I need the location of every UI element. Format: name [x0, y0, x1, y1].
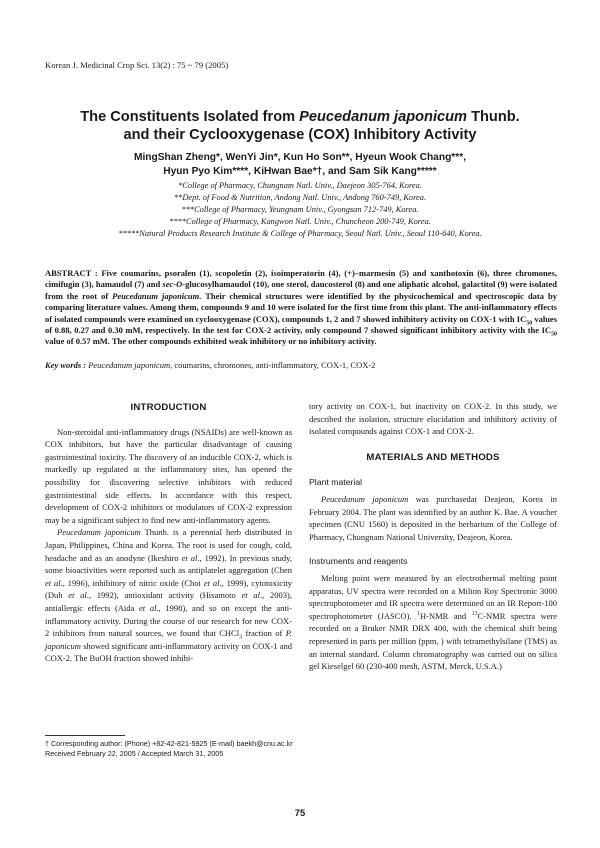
footnote [45, 739, 293, 759]
intro-continuation: tory activity on COX-1, but inactivity on COX-2. In this study, we described the isolation, structure elucidation and inhibitory activity of isolated compounds against COX-1 and COX-2. [309, 401, 557, 437]
keyword-species: Peucedanum japonicum [86, 360, 171, 370]
footnote-divider [45, 735, 125, 736]
journal-citation: Korean J. Medicinal Crop Sci. 13(2) : 75 ~ 79 (2005) [45, 60, 229, 70]
superscript: 1 [417, 610, 420, 617]
corresponding-author: † Corresponding author: (Phone) +82-42-821-5925 (E-mail) baekh@cnu.ac.kr [45, 739, 293, 748]
subscript: 3 [239, 634, 243, 641]
abstract-label: ABSTRACT : [45, 268, 98, 278]
subscript: 50 [551, 331, 557, 338]
keywords-label: Key words : [45, 360, 87, 370]
text: C-NMR spectra were recorded on a Bruker NMR DRX 400, with the chemical shift being represented in parts per million (ppm, ) with tetramethylsilane (TMS) as an internal standard. Column chromatography was carried out on silica gel Kieselgel 60 (230-400 mesh, ASTM, Merck, U.S.A.) [309, 610, 557, 672]
et-al: et al [241, 590, 261, 601]
author-list [40, 151, 560, 179]
paper-title [40, 108, 560, 144]
plant-material-heading: Plant material [309, 477, 363, 488]
right-column [309, 400, 557, 673]
text: showed significant anti-inflammatory activity on COX-1 and COX-2. The BuOH fraction showed inhibi- [45, 640, 292, 664]
affiliation-3: ***College of Pharmacy, Yeungnam Univ., Gyongsan 712-749, Korea. [181, 205, 419, 214]
text: ., 1996), inhibitory of nitric oxide (Choi [60, 577, 204, 588]
instruments-paragraph [309, 572, 557, 673]
abstract-italic: sec-O [162, 279, 183, 290]
keywords [45, 360, 557, 371]
title-line-2: and their Cyclooxygenase (COX) Inhibitory Activity [123, 127, 477, 143]
superscript: 13 [471, 610, 478, 617]
left-column [45, 400, 292, 665]
affiliation-4: ****College of Pharmacy, Kangwon Natl. Univ., Chuncheon 200-749, Korea. [169, 217, 431, 226]
methods-heading: MATERIALS AND METHODS [366, 451, 500, 463]
title-part: The Constituents Isolated from [80, 109, 300, 125]
species-name: Peucedanum japonicum [321, 493, 409, 504]
affiliations [40, 180, 560, 240]
et-al: et al [139, 602, 157, 613]
keyword-list: , coumarins, chromones, anti-inflammatory, COX-1, COX-2 [170, 360, 376, 370]
et-al: et al [68, 590, 87, 601]
author-line-2: Hyun Pyo Kim****, KiHwan Bae*†, and Sam Sik Kang***** [163, 166, 437, 177]
subscript: 50 [526, 320, 533, 327]
abstract-italic: Peucedanum japonicum [112, 290, 200, 301]
page-number: 75 [294, 807, 306, 818]
text: ., 1992), antioxidant activity (Hisamoto [86, 590, 242, 601]
intro-paragraph-1: Non-steroidal anti-inflammatory drugs (NSAIDs) are well-known as COX inhibitors, but have the particular disadvantage of causing gastrointestinal toxicity. The discovery of an inducible COX-2, which is markedly up regulated at the inflammatory sites, has opened the possibility for discovering selective inhibitors with reduced gastrointestinal side effects. In accordance with this respect, development of COX-2 inhibitors or modulators of COX-2 expression may be a significant subject to find new anti-inflammatory agents. [45, 426, 292, 525]
et-al: et al [45, 577, 61, 588]
text: ., 1998), and so on except the anti-inflammatory activity. During the course of our research for new COX-2 inhibitors from natural sources, we found that CHCl [45, 602, 292, 639]
abstract [45, 268, 557, 348]
text: was purchasedat Deajeon, Korea in February 2004. The plant was identified by an author K. Bae. A voucher specimen (CNU 1560) is deposited in the herbarium of the College of Pharmacy, Chungnam National University, Deajeon, Korea. [309, 493, 557, 542]
abstract-text: -glucosylhamaudol (10), one sterol, daucosterol (8) and one aliphatic alcohol, galactitol (9) were isolated from the root of [45, 279, 558, 301]
species-name: Peucedanum japonicum [57, 527, 141, 538]
title-species: Peucedanum japonicum [299, 109, 468, 125]
abstract-text: values of 0.88, 0.27 and 0.30 mM, respectively. In the test for COX-2 activity, only compound 7 showed significant inhibitory activity with the IC [45, 313, 558, 336]
intro-heading: INTRODUCTION [130, 402, 207, 413]
received-dates: Received February 22, 2005 / Accepted March 31, 2005 [45, 749, 224, 758]
text: H-NMR and [420, 610, 472, 621]
text: ., 1992). In previous study, some bioactivities were reported such as antiplatelet aggregation (Chen [45, 552, 293, 576]
intro-paragraph-2 [45, 526, 292, 665]
text: ., 1999), cytotoxicity (Duh [45, 577, 293, 601]
plant-material-paragraph [309, 493, 557, 543]
et-al: et al [203, 577, 220, 588]
affiliation-1: *College of Pharmacy, Chungnam Natl. Univ., Daejeon 305-764, Korea. [178, 181, 422, 190]
author-line-1: MingShan Zheng*, WenYi Jin*, Kun Ho Son**, Hyeun Wook Chang***, [133, 152, 467, 163]
affiliation-2: **Dept. of Food & Nutrition, Andong Natl. Univ., Andong 760-749, Korea. [173, 193, 427, 202]
text: Thunb. is a perennial herb distributed in Japan, Philippines, China and Korea. The root is used for cough, cold, headache and as an anodyne (Ikeshiro [45, 527, 292, 563]
abstract-text: . Their chemical structures were identified by the physicochemical and spectroscopic data by comparing literature values. Among them, compounds 9 and 10 were isolated for the first time from this plant. The anti-inflammatory effects of isolated compounds were examined on cyclooxygenase (COX), compounds 1, 2 and 7 showed inhibitory activity on COX-1 with IC [45, 290, 557, 324]
text: Melting point were measured by an electrothermal melting point apparatus, UV spectra were recorded on a Milton Roy Spectronic 3000 spectrophotometer and IR spectra were determined on an IR Report-100 spectrophotometer (JASCO). [309, 572, 557, 621]
instruments-heading: Instruments and reagents [309, 556, 408, 567]
abstract-text: Five coumarins, psoralen (1), scopoletin (2), isoimperatorin (4), (+)–marmesin (5) and xanthotoxin (6), three chromones, cimifugin (3), hamaudol (7) and [45, 268, 557, 290]
text: ., 2003), antiallergic effects (Aida [45, 590, 292, 613]
et-al: et al [181, 552, 198, 563]
abstract-text: value of 0.57 mM. The other compounds exhibited weak inhibitory or no inhibitory activity. [45, 336, 377, 347]
species-name: P. japonicum [45, 628, 293, 651]
title-part: Thunb. [467, 109, 520, 125]
text: fraction of [242, 628, 286, 639]
affiliation-5: *****Natural Products Research Institute & College of Pharmacy, Seoul Natl. Univ., Seoul 110-640, Korea. [118, 229, 482, 238]
